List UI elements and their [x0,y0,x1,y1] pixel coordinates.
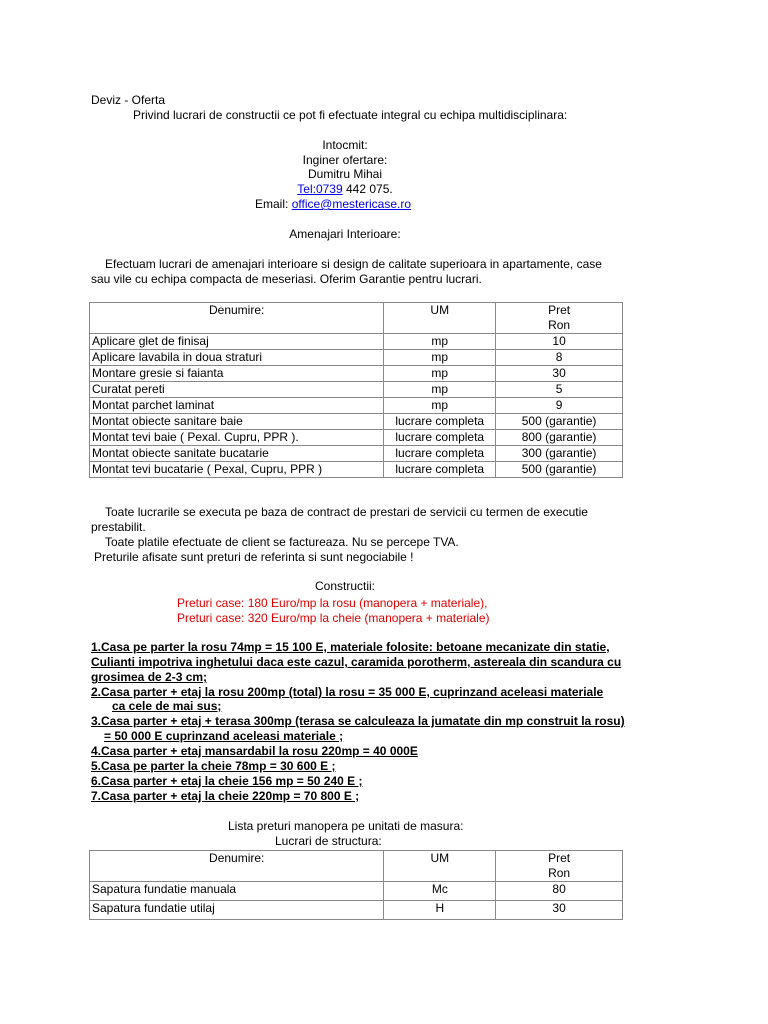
email-link[interactable]: office@mestericase.ro [291,197,412,211]
cell-um: mp [384,366,496,382]
table-row [90,398,623,414]
cell-denumire: Montat parchet laminat [90,398,384,414]
cell-um: H [384,901,496,920]
cell-denumire: Montat obiecte sanitate bucatarie [90,446,384,462]
cell-pret: 800 (garantie) [496,430,623,446]
house-item: = 50 000 E cuprinzand aceleasi materiale ; [104,729,344,743]
cell-pret: 10 [496,334,623,350]
table-header-row [90,303,623,334]
cell-um: mp [384,334,496,350]
table-row [90,462,623,478]
table-row [90,882,623,901]
cell-um: lucrare completa [384,414,496,430]
cell-um: mp [384,382,496,398]
cell-pret: 8 [496,350,623,366]
table-row [90,446,623,462]
table-row [90,414,623,430]
cell-denumire: Aplicare lavabila in doua straturi [90,350,384,366]
price-rosu: Preturi case: 180 Euro/mp la rosu (manopera + materiale), [177,596,488,610]
table-row [90,430,623,446]
cell-pret: 30 [496,366,623,382]
house-item: 6.Casa parter + etaj la cheie 156 mp = 50 240 E ; [91,774,363,788]
cell-pret: 30 [496,901,623,920]
house-item: ca cele de mai sus; [112,699,222,713]
cell-pret: 5 [496,382,623,398]
house-item: 2.Casa parter + etaj la rosu 200mp (total) la rosu = 35 000 E, cuprinzand aceleasi materiale [91,685,604,699]
phone-line [230,182,460,197]
interior-intro-line1: Efectuam lucrari de amenajari interioare si design de calitate superioara in apartamente, case [105,257,602,271]
interior-price-table [89,302,623,478]
cell-denumire: Montat tevi bucatarie ( Pexal, Cupru, PPR ) [90,462,384,478]
col-header-denumire: Denumire: [90,303,384,334]
cell-um: mp [384,350,496,366]
cell-pret: 300 (garantie) [496,446,623,462]
house-item: 7.Casa parter + etaj la cheie 220mp = 70 800 E ; [91,789,360,803]
house-item: 4.Casa parter + etaj mansardabil la rosu 220mp = 40 000E [91,744,418,758]
role-label: Inginer ofertare: [302,153,388,167]
note-negotiable: Preturile afisate sunt preturi de referinta si sunt negociabile ! [94,550,414,564]
cell-denumire: Aplicare glet de finisaj [90,334,384,350]
table-row [90,334,623,350]
col-header-pret: Pret Ron [496,851,623,882]
cell-um: lucrare completa [384,430,496,446]
note-tva: Toate platile efectuate de client se factureaza. Nu se percepe TVA. [105,535,459,549]
table-row [90,901,623,920]
house-item: grosimea de 2-3 cm; [91,670,208,684]
cell-denumire: Montat obiecte sanitare baie [90,414,384,430]
col-header-denumire: Denumire: [90,851,384,882]
cell-denumire: Montat tevi baie ( Pexal. Cupru, PPR ). [90,430,384,446]
phone-link[interactable]: Tel:0739 [297,182,343,196]
cell-um: Mc [384,882,496,901]
cell-um: mp [384,398,496,414]
col-header-pret: Pret Ron [496,303,623,334]
cell-pret: 500 (garantie) [496,414,623,430]
document-title: Deviz - Oferta [91,93,166,107]
table-row [90,366,623,382]
note-contract-line1: Toate lucrarile se executa pe baza de contract de prestari de servicii cu termen de executie [105,505,588,519]
cell-denumire: Montare gresie si faianta [90,366,384,382]
table-header-row [90,851,623,882]
document-subtitle: Privind lucrari de constructii ce pot fi efectuate integral cu echipa multidisciplinara: [133,108,568,122]
cell-denumire: Sapatura fundatie manuala [90,882,384,901]
price-cheie: Preturi case: 320 Euro/mp la cheie (manopera + materiale) [177,611,490,625]
manopera-price-table [89,850,623,920]
author-name: Dumitru Mihai [307,167,382,181]
house-item: 3.Casa parter + etaj + terasa 300mp (terasa se calculeaza la jumatate din mp construit la rosu) [91,714,625,728]
table-row [90,350,623,366]
house-item: Culianti impotriva inghetului daca este cazul, caramida porotherm, astereala din scandura cu [91,655,622,669]
intocmit-label: Intocmit: [322,138,368,152]
email-label: Email: [255,197,292,211]
structura-subheading: Lucrari de structura: [275,834,382,848]
cell-denumire: Sapatura fundatie utilaj [90,901,384,920]
note-contract-line2: prestabilit. [91,520,146,534]
table-row [90,382,623,398]
constructii-heading: Constructii: [314,579,376,593]
house-item: 1.Casa pe parter la rosu 74mp = 15 100 E, materiale folosite: betoane mecanizate din statie, [91,640,610,654]
phone-rest: 442 075. [342,182,393,196]
cell-um: lucrare completa [384,446,496,462]
house-item: 5.Casa pe parter la cheie 78mp = 30 600 E ; [91,759,336,773]
interior-heading: Amenajari Interioare: [289,227,401,241]
manopera-heading: Lista preturi manopera pe unitati de masura: [228,819,464,833]
email-line [255,197,411,212]
col-header-um: UM [384,851,496,882]
cell-pret: 500 (garantie) [496,462,623,478]
col-header-um: UM [384,303,496,334]
cell-pret: 80 [496,882,623,901]
cell-denumire: Curatat pereti [90,382,384,398]
cell-um: lucrare completa [384,462,496,478]
cell-pret: 9 [496,398,623,414]
interior-intro-line2: sau vile cu echipa compacta de meseriasi. Oferim Garantie pentru lucrari. [91,272,482,286]
